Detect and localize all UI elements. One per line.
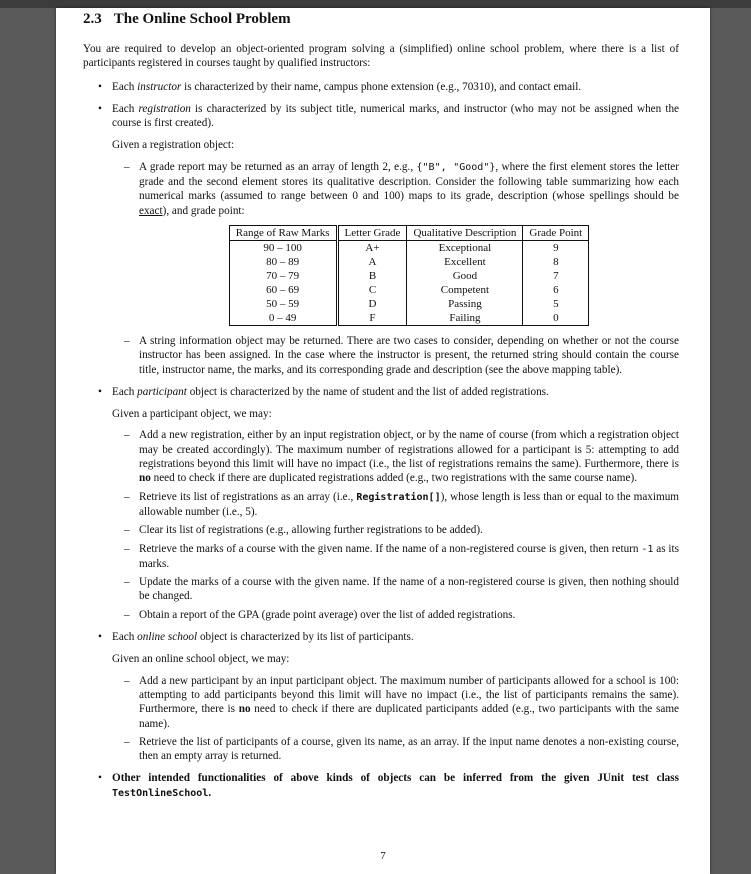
code-test-class: TestOnlineSchool	[112, 787, 209, 799]
dash-icon: –	[124, 608, 130, 621]
table-header: Letter Grade	[337, 225, 407, 240]
bullet-icon: •	[98, 631, 102, 644]
sublist-item-retrieve-registrations: – Retrieve its list of registrations as an array (i.e., Registration[]), whose length is less than or equal to the maximum allowable number (i.e., 5).	[124, 490, 680, 518]
document-page	[56, 8, 710, 874]
dash-icon: –	[124, 334, 130, 347]
section-number: 2.3	[83, 11, 102, 27]
bullet-icon: •	[98, 772, 102, 785]
dash-icon: –	[124, 542, 130, 555]
dash-icon: –	[124, 524, 130, 537]
table-row: 0 – 49 F Failing 0	[229, 311, 589, 326]
term-online-school: online school	[137, 631, 198, 644]
intro-paragraph: You are required to develop an object-oriented program solving a (simplified) online school problem, where there is a list of participants registered in courses taught by qualified instructors:	[83, 43, 679, 70]
dash-icon: –	[124, 160, 130, 173]
code-registration-array: Registration[]	[356, 491, 441, 503]
table-row: 60 – 69 C Competent 6	[229, 283, 589, 297]
section-heading	[83, 10, 679, 28]
term-instructor: instructor	[137, 80, 182, 93]
grade-table	[229, 225, 590, 326]
viewer-top-bar	[0, 0, 751, 8]
given-participant: Given a participant object, we may:	[112, 408, 272, 421]
given-registration: Given a registration object:	[112, 139, 235, 152]
dash-icon: –	[124, 735, 130, 748]
table-header: Range of Raw Marks	[229, 225, 337, 240]
table-header: Qualitative Description	[407, 225, 523, 240]
term-participant: participant	[137, 385, 187, 398]
sublist-item-string-info: – A string information object may be returned. There are two cases to consider, depending on whether or not the course instructor has been assigned. In the case where the instructor is present, the returned string should contain the course title, instructor name, the marks, and its corresponding grade and description (see the above mapping table).	[124, 334, 679, 376]
table-header-row	[229, 225, 589, 240]
registration-sublist	[112, 160, 679, 377]
sublist-item-retrieve-marks: – Retrieve the marks of a course with the given name. If the name of a non-registered course is given, then return -1 as its marks.	[124, 542, 679, 570]
page-content	[83, 10, 679, 809]
code-grade-example: {"B", "Good"}	[416, 161, 496, 173]
table-header: Grade Point	[523, 225, 589, 240]
sublist-item-clear: – Clear its list of registrations (e.g., allowing further registrations to be added).	[124, 524, 483, 537]
object-list	[83, 80, 679, 801]
bullet-icon: •	[98, 385, 102, 398]
term-registration: registration	[138, 102, 191, 115]
sublist-item-add-registration: – Add a new registration, either by an input registration object, or by the name of course (from which a registration object may be created accordingly). The maximum number of registrations allowed for a participant is 5: attempting to add registrations beyond this limit will have no impact (i.e., the list of registrations remains the same). Furthermore, there is no need to check if there are duplicated registrations added (e.g., two registrations with the same course name).	[124, 429, 679, 485]
underline-exact: exact	[139, 204, 163, 217]
bullet-icon: •	[98, 80, 102, 93]
table-row: 80 – 89 A Excellent 8	[229, 255, 589, 269]
section-title: The Online School Problem	[113, 11, 291, 27]
dash-icon: –	[124, 674, 130, 687]
code-minus-one: -1	[641, 543, 654, 555]
table-row: 50 – 59 D Passing 5	[229, 297, 589, 311]
list-item-registration: • Each registration is characterized by its subject title, numerical marks, and instructor (who may not be assigned when the course is first created). Given a registration object: – A grade report may be returned as an array of length 2, e.g., {"B", "Good"}, where the first element stores the letter grade and the second element stores its qualitative description. Consider the following table summarizing how each numerical marks (assumed to range between 0 and 100) maps to its grade, description (whose spellings should be exact), and grade point: Range of Raw Marks Letter Grade Qualitative Description Grade Point 90 – 100 A+ Exceptional 9 80 – 89 A Excellent 8 70 – 79 B Good 7 60 – 69 C Competent 6 50 – 59 D Passing 5 0 – 49 F Failing 0 – A string information object may be returned. There are two cases to consider, depending on whether or not the course instructor has been assigned. In the case where the instructor is present, the returned string should contain the course title, instructor name, the marks, and its corresponding grade and description (see the above mapping table).	[98, 102, 680, 376]
dash-icon: –	[124, 490, 130, 503]
sublist-item-gpa: – Obtain a report of the GPA (grade point average) over the list of added registrations.	[124, 608, 516, 621]
dash-icon: –	[124, 576, 130, 589]
list-item-instructor: • Each instructor is characterized by their name, campus phone extension (e.g., 70310), and contact email.	[98, 80, 582, 93]
given-school: Given an online school object, we may:	[112, 653, 290, 666]
bullet-icon: •	[98, 102, 102, 115]
sublist-item-grade-report: – A grade report may be returned as an array of length 2, e.g., {"B", "Good"}, where the first element stores the letter grade and the second element stores its qualitative description. Consider the following table summarizing how each numerical marks (assumed to range between 0 and 100) maps to its grade, description (whose spellings should be exact), and grade point: Range of Raw Marks Letter Grade Qualitative Description Grade Point 90 – 100 A+ Exceptional 9 80 – 89 A Excellent 8 70 – 79 B Good 7 60 – 69 C Competent 6 50 – 59 D Passing 5 0 – 49 F Failing 0	[124, 160, 679, 324]
sublist-item-retrieve-participants: – Retrieve the list of participants of a course, given its name, as an array. If the input name denotes a non-existing course, then an empty array is returned.	[124, 735, 679, 763]
sublist-item-add-participant: – Add a new participant by an input participant object. The maximum number of participants allowed for a school is 100: attempting to add participants beyond this limit will have no impact (i.e., the list of participants remains the same). Furthermore, there is no need to check if there are duplicated participants added (e.g., two participants with the same name).	[124, 674, 679, 730]
table-row: 90 – 100 A+ Exceptional 9	[229, 240, 589, 255]
list-item-other: • Other intended functionalities of above kinds of objects can be inferred from the given JUnit test class TestOnlineSchool.	[98, 772, 679, 799]
list-item-participant: • Each participant object is characterized by the name of student and the list of added registrations. Given a participant object, we may: – Add a new registration, either by an input registration object, or by the name of course (from which a registration object may be created accordingly). The maximum number of registrations allowed for a participant is 5: attempting to add registrations beyond this limit will have no impact (i.e., the list of registrations remains the same). Furthermore, there is no need to check if there are duplicated registrations added (e.g., two registrations with the same course name). – Retrieve its list of registrations as an array (i.e., Registration[]), whose length is less than or equal to the maximum allowable number (i.e., 5). – Clear its list of registrations (e.g., allowing further registrations to be added). – Retrieve the marks of a course with the given name. If the name of a non-registered course is given, then return -1 as its marks. – Update the marks of a course with the given name. If the name of a non-registered course is given, then nothing should be changed. – Obtain a report of the GPA (grade point average) over the list of added registrations.	[98, 385, 680, 621]
list-item-school: • Each online school object is characterized by its list of participants. Given an online school object, we may: – Add a new participant by an input participant object. The maximum number of participants allowed for a school is 100: attempting to add participants beyond this limit will have no impact (i.e., the list of participants remains the same). Furthermore, there is no need to check if there are duplicated participants added (e.g., two participants with the same name). – Retrieve the list of participants of a course, given its name, as an array. If the input name denotes a non-existing course, then an empty array is returned.	[98, 631, 679, 763]
sublist-item-update-marks: – Update the marks of a course with the given name. If the name of a non-registered course is given, then nothing should be changed.	[124, 576, 679, 603]
dash-icon: –	[124, 429, 130, 442]
participant-sublist	[112, 428, 679, 622]
school-sublist	[112, 674, 679, 764]
table-row: 70 – 79 B Good 7	[229, 269, 589, 283]
page-number: 7	[380, 850, 386, 862]
